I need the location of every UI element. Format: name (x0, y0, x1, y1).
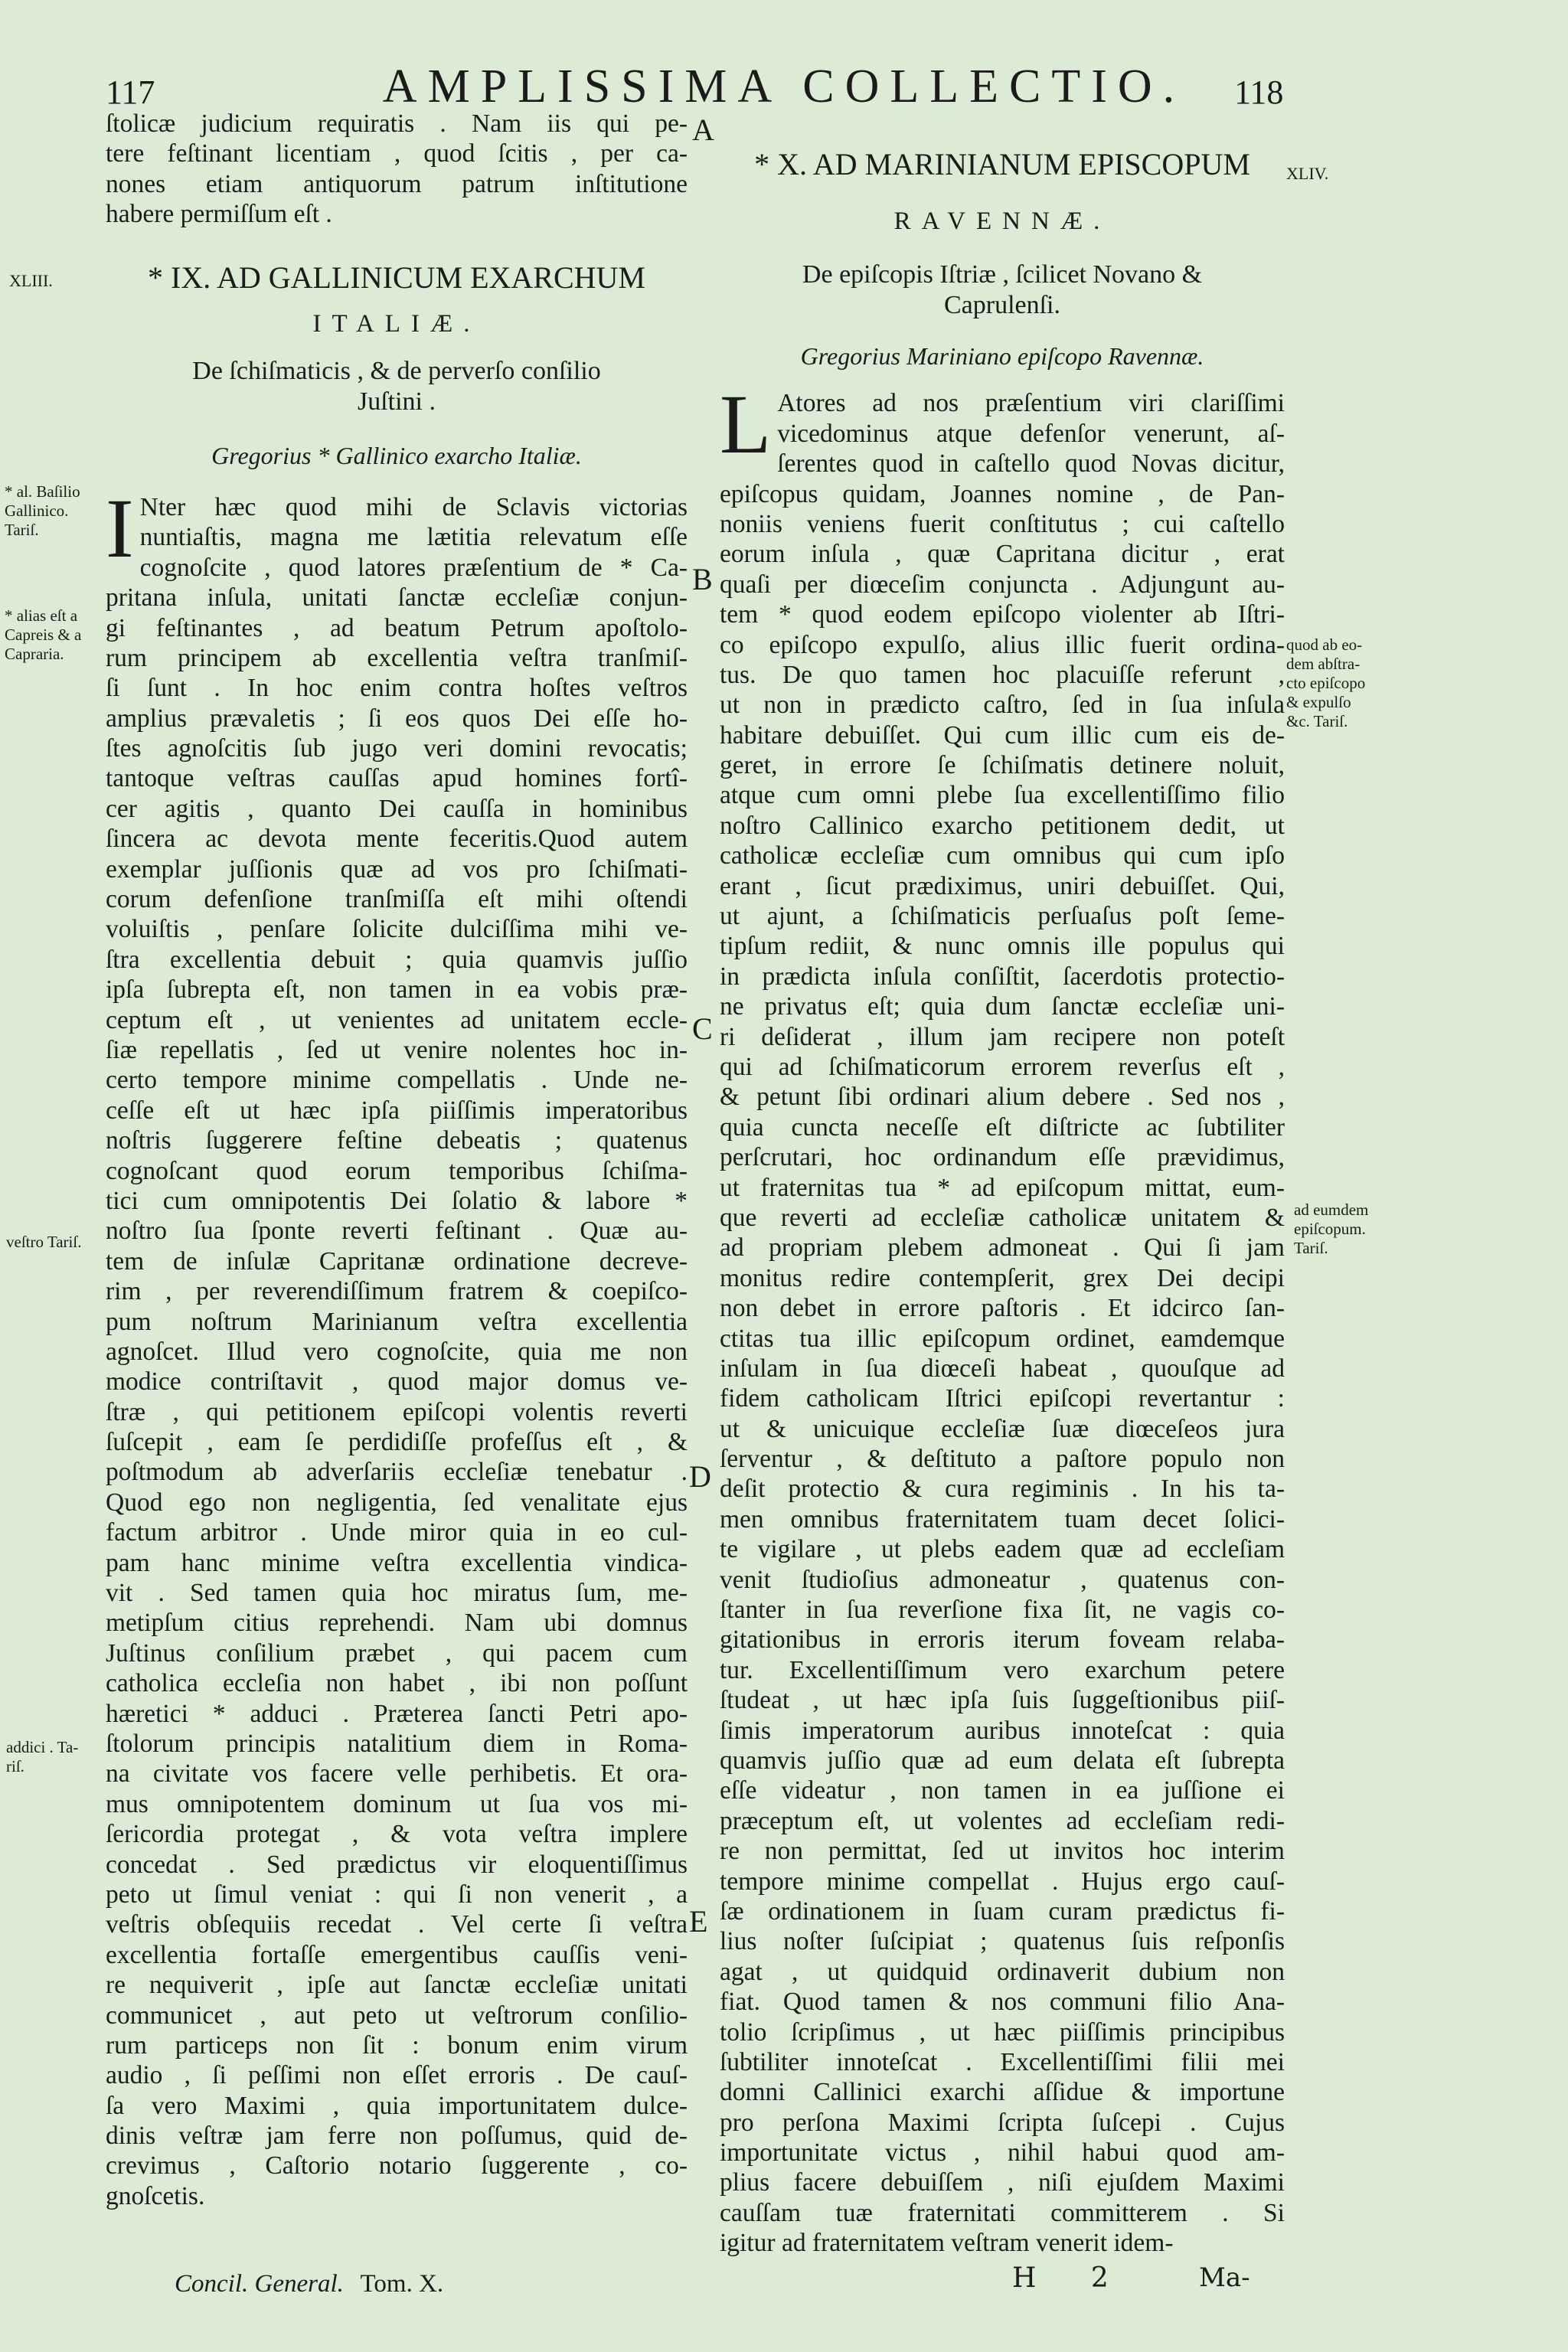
text-line: pritana inſula, unitati ſanctæ eccleſiæ conjun- (106, 583, 688, 612)
margin-note-line: ad eumdem (1294, 1200, 1369, 1219)
margin-note-line: quod ab eo- (1286, 635, 1363, 654)
letter-body-ix (106, 481, 688, 2211)
text-line: rim , per reverendiſſimum fratrem & coepiſco- (106, 1277, 688, 1306)
text-line: ut non in prædicto caſtro, ſed in ſua inſula (720, 691, 1285, 720)
footer-source (175, 2270, 443, 2298)
text-line: tere feſtinant licentiam , quod ſcitis , per ca- (106, 139, 688, 168)
text-line: tem de inſulæ Capritanæ ordinatione decreve- (106, 1246, 688, 1276)
text-line: noſtro Callinico exarcho petitionem dedit, ut (720, 811, 1285, 840)
text-line: tolio ſcripſimus , ut hæc piiſſimis principibus (720, 2017, 1285, 2047)
text-line: metipſum citius reprehendi. Nam ubi domnus (106, 1609, 688, 1638)
text-line: quaſi per diœceſim conjuncta . Adjungunt au- (720, 570, 1285, 599)
text-line: ceptum eſt , ut venientes ad unitatem eccle- (106, 1005, 688, 1034)
right-column (720, 145, 1285, 2259)
text-line: rum principem ab excellentia veſtra tranſmiſ- (106, 643, 688, 672)
text-line: mus omnipotentem dominum ut ſua vos mi- (106, 1789, 688, 1818)
text-line: ut fraternitas tua * ad epiſcopum mittat, eum- (720, 1173, 1285, 1202)
text-line: men omnibus fraternitatem tuam decet ſolici- (720, 1504, 1285, 1534)
text-line: Juſtinus conſilium præbet , qui pacem cum (106, 1638, 688, 1668)
right-page-number: 118 (1234, 74, 1284, 111)
text-line: quia cuncta neceſſe eſt diſtricte ac ſubtiliter (720, 1112, 1285, 1142)
text-line: tus. De quo tamen hoc placuiſſe referunt , (720, 660, 1285, 689)
text-line: pro perſona Maximi ſcripta ſuſcepi . Cujus (720, 2108, 1285, 2137)
margin-note-line: Gallinico. (5, 501, 69, 520)
margin-note-addici (6, 1738, 78, 1776)
text-line: concedat . Sed prædictus vir eloquentiſſimus (106, 1850, 688, 1879)
margin-note-line: Capreis & a (5, 626, 82, 644)
text-line: nones etiam antiquorum patrum inſtitutione (106, 169, 688, 198)
margin-note-line: * al. Baſilio (5, 482, 80, 501)
text-line: rum particeps non ſit : bonum enim virum (106, 2030, 688, 2060)
text-line: in prædicta inſula conſiſtit, ſacerdotis protectio- (720, 962, 1285, 991)
text-line: catholicæ eccleſiæ cum omnibus qui cum ipſo (720, 841, 1285, 871)
margin-note-line: & expulſo (1286, 693, 1351, 711)
letter-place-x: RAVENNÆ. (893, 207, 1111, 235)
text-line: nuntiaſtis, magna me lætitia relevatum eſſe (139, 523, 688, 552)
text-line: pam hanc minime veſtra excellentia vindica- (106, 1548, 688, 1577)
text-line: lius noſter ſuſcipiat ; quatenus ſuis reſponſis (720, 1927, 1285, 1956)
signature-mark: H 2 (1012, 2262, 1132, 2294)
margin-note-xliv: XLIV. (1286, 164, 1329, 183)
text-line: ſerventur , & deſtituto a paſtore populo non (720, 1445, 1285, 1474)
text-line: dinis veſtræ jam ferre non poſſumus, quid de- (106, 2122, 688, 2151)
margin-note-eumdem (1294, 1200, 1368, 1258)
text-line: gitationibus in erroris iterum foveam relaba- (720, 1625, 1285, 1655)
text-line: amplius prævaletis ; ſi eos quos Dei eſſe ho- (106, 704, 688, 733)
text-line: agnoſcet. Illud vero cognoſcite, quia me non (106, 1337, 688, 1366)
margin-note-line: Capraria. (5, 645, 64, 663)
text-line: vit . Sed tamen quia hoc miratus ſum, me- (106, 1579, 688, 1608)
text-line: noniis veniens fuerit conſtitutus ; cui caſtello (720, 509, 1285, 538)
section-letter-c: C (692, 1011, 713, 1046)
text-line: eorum inſula , quæ Capritana dicitur , erat (720, 540, 1285, 569)
text-line: ipſa ſubrepta eſt, non tamen in ea vobis præ- (106, 975, 688, 1004)
text-line: plius facere debuiſſem , niſi ejuſdem Maximi (720, 2168, 1285, 2197)
text-line: corum defenſione tranſmiſſa eſt mihi oſtendi (106, 885, 688, 914)
text-line: modice contriſtavit , quod major domus ve- (106, 1367, 688, 1396)
text-line: quamvis juſſio quæ ad eum delata eſt ſubrepta (720, 1746, 1285, 1775)
text-line: exemplar juſſionis quæ ad vos pro ſchiſmati- (106, 854, 688, 884)
margin-note-line: cto epiſcopo (1286, 674, 1366, 692)
text-line: ad propriam plebem admoneat . Qui ſi jam (720, 1233, 1285, 1263)
text-line: na civitate vos facere velle perhibetis. Et ora- (106, 1759, 688, 1788)
letter-heading-ix: * IX. AD GALLINICUM EXARCHUM (148, 260, 645, 295)
text-line: cer agitis , quanto Dei cauſſa in hominibus (106, 794, 688, 823)
text-line: ſericordia protegat , & vota veſtra implere (106, 1820, 688, 1849)
margin-note-vestro: veſtro Tariſ. (6, 1233, 82, 1251)
text-line: agat , ut quidquid ordinaverit dubium non (720, 1957, 1285, 1986)
running-title: AMPLISSIMA COLLECTIO. (382, 60, 1186, 113)
margin-note-line: epiſcopum. (1294, 1220, 1366, 1238)
text-line: ſtes agnoſcitis ſub jugo veri domini revocatis; (106, 734, 688, 763)
left-page-number: 117 (106, 74, 155, 111)
text-line: qui ad ſchiſmaticorum errorem reverſus eſt , (720, 1053, 1285, 1081)
text-line: co epiſcopo expulſo, alius illic fuerit ordina- (720, 630, 1285, 659)
text-line: Quod ego non negligentia, ſed venalitate ejus (106, 1488, 688, 1517)
text-line: perſcrutari, hoc ordinandum eſſe prævidimus, (720, 1143, 1285, 1172)
text-line: ſtudeat , ut hæc ipſa ſuis ſuggeſtionibus piiſ- (720, 1686, 1285, 1715)
text-line: re nequiverit , ipſe aut ſanctæ eccleſiæ unitati (106, 1971, 688, 2000)
text-line: hæretici * adduci . Præterea ſancti Petri apo- (106, 1699, 688, 1728)
text-line: venit ſtudioſius admoneatur , quatenus con- (720, 1565, 1285, 1594)
text-line: ſtræ , qui petitionem epiſcopi volentis reverti (106, 1397, 688, 1426)
text-line: ſubtiliter innoteſcat . Excellentiſſimi filii mei (720, 2047, 1285, 2076)
section-letter-e: E (689, 1904, 708, 1939)
margin-note-xliii: XLIII. (9, 271, 53, 290)
drop-cap: I (106, 481, 134, 575)
margin-note-line: Tariſ. (1294, 1239, 1328, 1257)
text-line: gnoſcetis. (106, 2181, 205, 2210)
text-line: catholica eccleſia non habet , ibi non poſſunt (106, 1669, 688, 1698)
text-line: ſuſcepit , eam ſe perdidiſſe profeſſus eſt , & (106, 1428, 688, 1457)
text-line: domni Callinici exarchi aſſidue & importune (720, 2078, 1285, 2107)
text-line: ſtra excellentia debuit ; quia quamvis juſſio (106, 945, 688, 974)
drop-cap: L (720, 377, 772, 472)
text-line: atque cum omni plebe ſua excellentiſſimo filio (720, 781, 1285, 810)
text-line: tantoque veſtras cauſſas apud homines fortî- (106, 764, 688, 793)
text-line: & petunt ſibi ordinari alium debere . Sed nos , (720, 1083, 1285, 1112)
text-line: excellentia fortaſſe emergentibus cauſſis veni- (106, 1940, 688, 1969)
text-line: tempore minime compellat . Hujus ergo cauſ- (720, 1867, 1285, 1896)
text-line: ſæ ordinationem in ſuam curam prædictus fi- (720, 1896, 1285, 1926)
text-line: veſtris obſequiis recedat . Vel certe ſi veſtra (106, 1910, 688, 1939)
text-line: tici cum omnipotentis Dei ſolatio & labore * (106, 1186, 688, 1215)
subject-line: Juſtini . (357, 387, 436, 416)
text-line: ri deſiderat , illum jam recipere non poteſt (720, 1022, 1285, 1051)
catchword: Ma- (1199, 2262, 1250, 2293)
footer-volume: Tom. X. (360, 2270, 444, 2298)
margin-note-line: dem abſtra- (1286, 655, 1361, 673)
text-line: ut & unicuique eccleſiæ ſuæ diœceſeos jura (720, 1414, 1285, 1443)
text-line: certo tempore minime compellatis . Unde ne- (106, 1066, 688, 1095)
text-line: factum arbitror . Unde miror quia in eo cul- (106, 1518, 688, 1547)
text-line: ſincera ac devota mente feceritis.Quod autem (106, 825, 688, 854)
text-line: habere permiſſum eſt . (106, 200, 332, 229)
subject-line: De epiſcopis Iſtriæ , ſcilicet Novano & (802, 260, 1203, 289)
margin-note-line: * alias eſt a (5, 606, 78, 625)
text-line: monitus redire contempſerit, grex Dei decipi (720, 1263, 1285, 1292)
letter-subject-x (720, 260, 1285, 321)
salutation-ix: Gregorius * Gallinico exarcho Italiæ. (211, 441, 582, 469)
text-line: crevimus , Caſtorio notario ſuggerente , co- (106, 2151, 688, 2180)
text-line: te vigilare , ut plebs eadem quæ ad eccleſiam (720, 1535, 1285, 1564)
text-line: Atores ad nos præſentium viri clariſſimi (777, 389, 1285, 418)
text-line: poſtmodum ab adverſariis eccleſiæ tenebatur . (106, 1458, 688, 1487)
text-line: ſerentes quod in caſtello quod Novas dicitur, (777, 449, 1285, 479)
text-line: peto ut ſimul veniat : qui ſi non venerit , a (106, 1880, 688, 1909)
margin-note-capreis (5, 606, 81, 664)
letter-heading-x: * X. AD MARINIANUM EPISCOPUM (754, 147, 1250, 181)
text-line: ſtanter in ſua reverſione fixa ſit, ne vagis co- (720, 1596, 1285, 1625)
section-letter-a: A (692, 113, 714, 147)
text-line: cognoſcite , quod latores præſentium de * Ca- (139, 553, 688, 582)
text-line: fidem catholicam Iſtrici epiſcopi revertantur : (720, 1384, 1285, 1413)
text-line: tipſum rediit, & nunc omnis ille populus qui (720, 932, 1285, 961)
text-line: ſtolorum principis natalitium diem in Roma- (106, 1729, 688, 1758)
text-line: ſa vero Maximi , quia importunitatem dulce- (106, 2091, 688, 2120)
margin-note-abstracto (1286, 635, 1365, 731)
footer-source-title: Concil. General. (175, 2270, 344, 2298)
subject-line: Caprulenſi. (943, 291, 1061, 320)
text-line: cauſſam tuæ fraternitati committerem . Si (720, 2198, 1285, 2227)
text-line: habitare debuiſſet. Qui cum illic cum eis de- (720, 720, 1285, 750)
salutation-x: Gregorius Mariniano epiſcopo Ravennæ. (800, 342, 1204, 371)
subject-line: De ſchiſmaticis , & de perverſo conſilio (192, 356, 601, 385)
text-line: gi feſtinantes , ad beatum Petrum apoſtolo- (106, 613, 688, 642)
text-line: re non permittat, ſed ut invitos hoc interim (720, 1837, 1285, 1866)
text-line: geret, in errore ſe ſchiſmatis detinere noluit, (720, 751, 1285, 780)
letter-subject-ix (106, 356, 688, 417)
text-line: audio , ſi peſſimi non eſſet erroris . De cauſ- (106, 2061, 688, 2090)
text-line: igitur ad fraternitatem veſtram venerit idem- (720, 2229, 1174, 2258)
letter-body-x (720, 377, 1285, 2258)
text-line: que reverti ad eccleſiæ catholicæ unitatem & (720, 1203, 1285, 1232)
text-line: fiat. Quod tamen & nos communi filio Ana- (720, 1988, 1285, 2017)
margin-note-line: Tariſ. (5, 521, 39, 539)
text-line: vicedominus atque defenſor venerunt, aſ- (777, 419, 1285, 448)
text-line: communicet , aut peto ut veſtrorum conſilio- (106, 2001, 688, 2030)
text-line: ſtolicæ judicium requiratis . Nam iis qui pe- (106, 109, 688, 138)
text-line: erant , ſicut prædiximus, uniri debuiſſet. Qui, (720, 871, 1285, 900)
text-line: ctitas tua illic epiſcopum ordinet, eamdemque (720, 1324, 1285, 1353)
left-column (106, 109, 688, 2211)
text-line: tur. Excellentiſſimum vero exarchum petere (720, 1655, 1285, 1684)
text-line: tem * quod eodem epiſcopo violenter ab Iſtri- (720, 600, 1285, 629)
text-line: noſtro ſua ſponte reverti feſtinant . Quæ au- (106, 1217, 688, 1246)
margin-note-line: addici . Ta- (6, 1738, 79, 1756)
text-line: non debet in errore paſtoris . Et idcirco ſan- (720, 1294, 1285, 1323)
text-line: ut ajunt, a ſchiſmaticis perſuaſus poſt ſeme- (720, 902, 1285, 931)
text-line: noſtris ſuggerere feſtine debeatis ; quatenus (106, 1126, 688, 1155)
text-line: præceptum eſt, ut volentes ad eccleſiam redi- (720, 1806, 1285, 1835)
section-letter-d: D (689, 1459, 711, 1494)
letter-place-ix: ITALIÆ. (312, 309, 481, 338)
text-line: ne privatus eſt; quia dum ſanctæ eccleſiæ uni- (720, 992, 1285, 1021)
text-line: pum noſtrum Marinianum veſtra excellentia (106, 1307, 688, 1336)
text-line: ſiæ repellatis , ſed ut venire nolentes hoc in- (106, 1036, 688, 1064)
text-line: ſimis imperatorum auribus innoteſcat : quia (720, 1716, 1285, 1745)
text-line: ſi ſunt . In hoc enim contra hoſtes veſtros (106, 674, 688, 703)
text-line: cognoſcant quod eorum temporibus ſchiſma- (106, 1156, 688, 1185)
margin-note-line: riſ. (6, 1757, 24, 1775)
text-line: epiſcopus quidam, Joannes nomine , de Pan- (720, 479, 1285, 508)
intro-text (106, 109, 688, 230)
text-line: eſſe videatur , non tamen in ea juſſione ei (720, 1776, 1285, 1805)
margin-note-basilio (5, 482, 80, 540)
text-line: deſit protectio & cura regiminis . In his ta- (720, 1475, 1285, 1504)
text-line: Nter hæc quod mihi de Sclavis victorias (139, 492, 688, 521)
text-line: ceſſe eſt ut hæc ipſa piiſſimis imperatoribus (106, 1096, 688, 1125)
text-line: importunitate victus , nihil habui quod am- (720, 2138, 1285, 2167)
text-line: voluiſtis , penſare ſolicite dulciſſima mihi ve- (106, 915, 688, 944)
margin-note-line: &c. Tariſ. (1286, 712, 1348, 730)
section-letter-b: B (692, 562, 713, 596)
text-line: inſulam in ſua diœceſi habeat , quouſque ad (720, 1354, 1285, 1383)
